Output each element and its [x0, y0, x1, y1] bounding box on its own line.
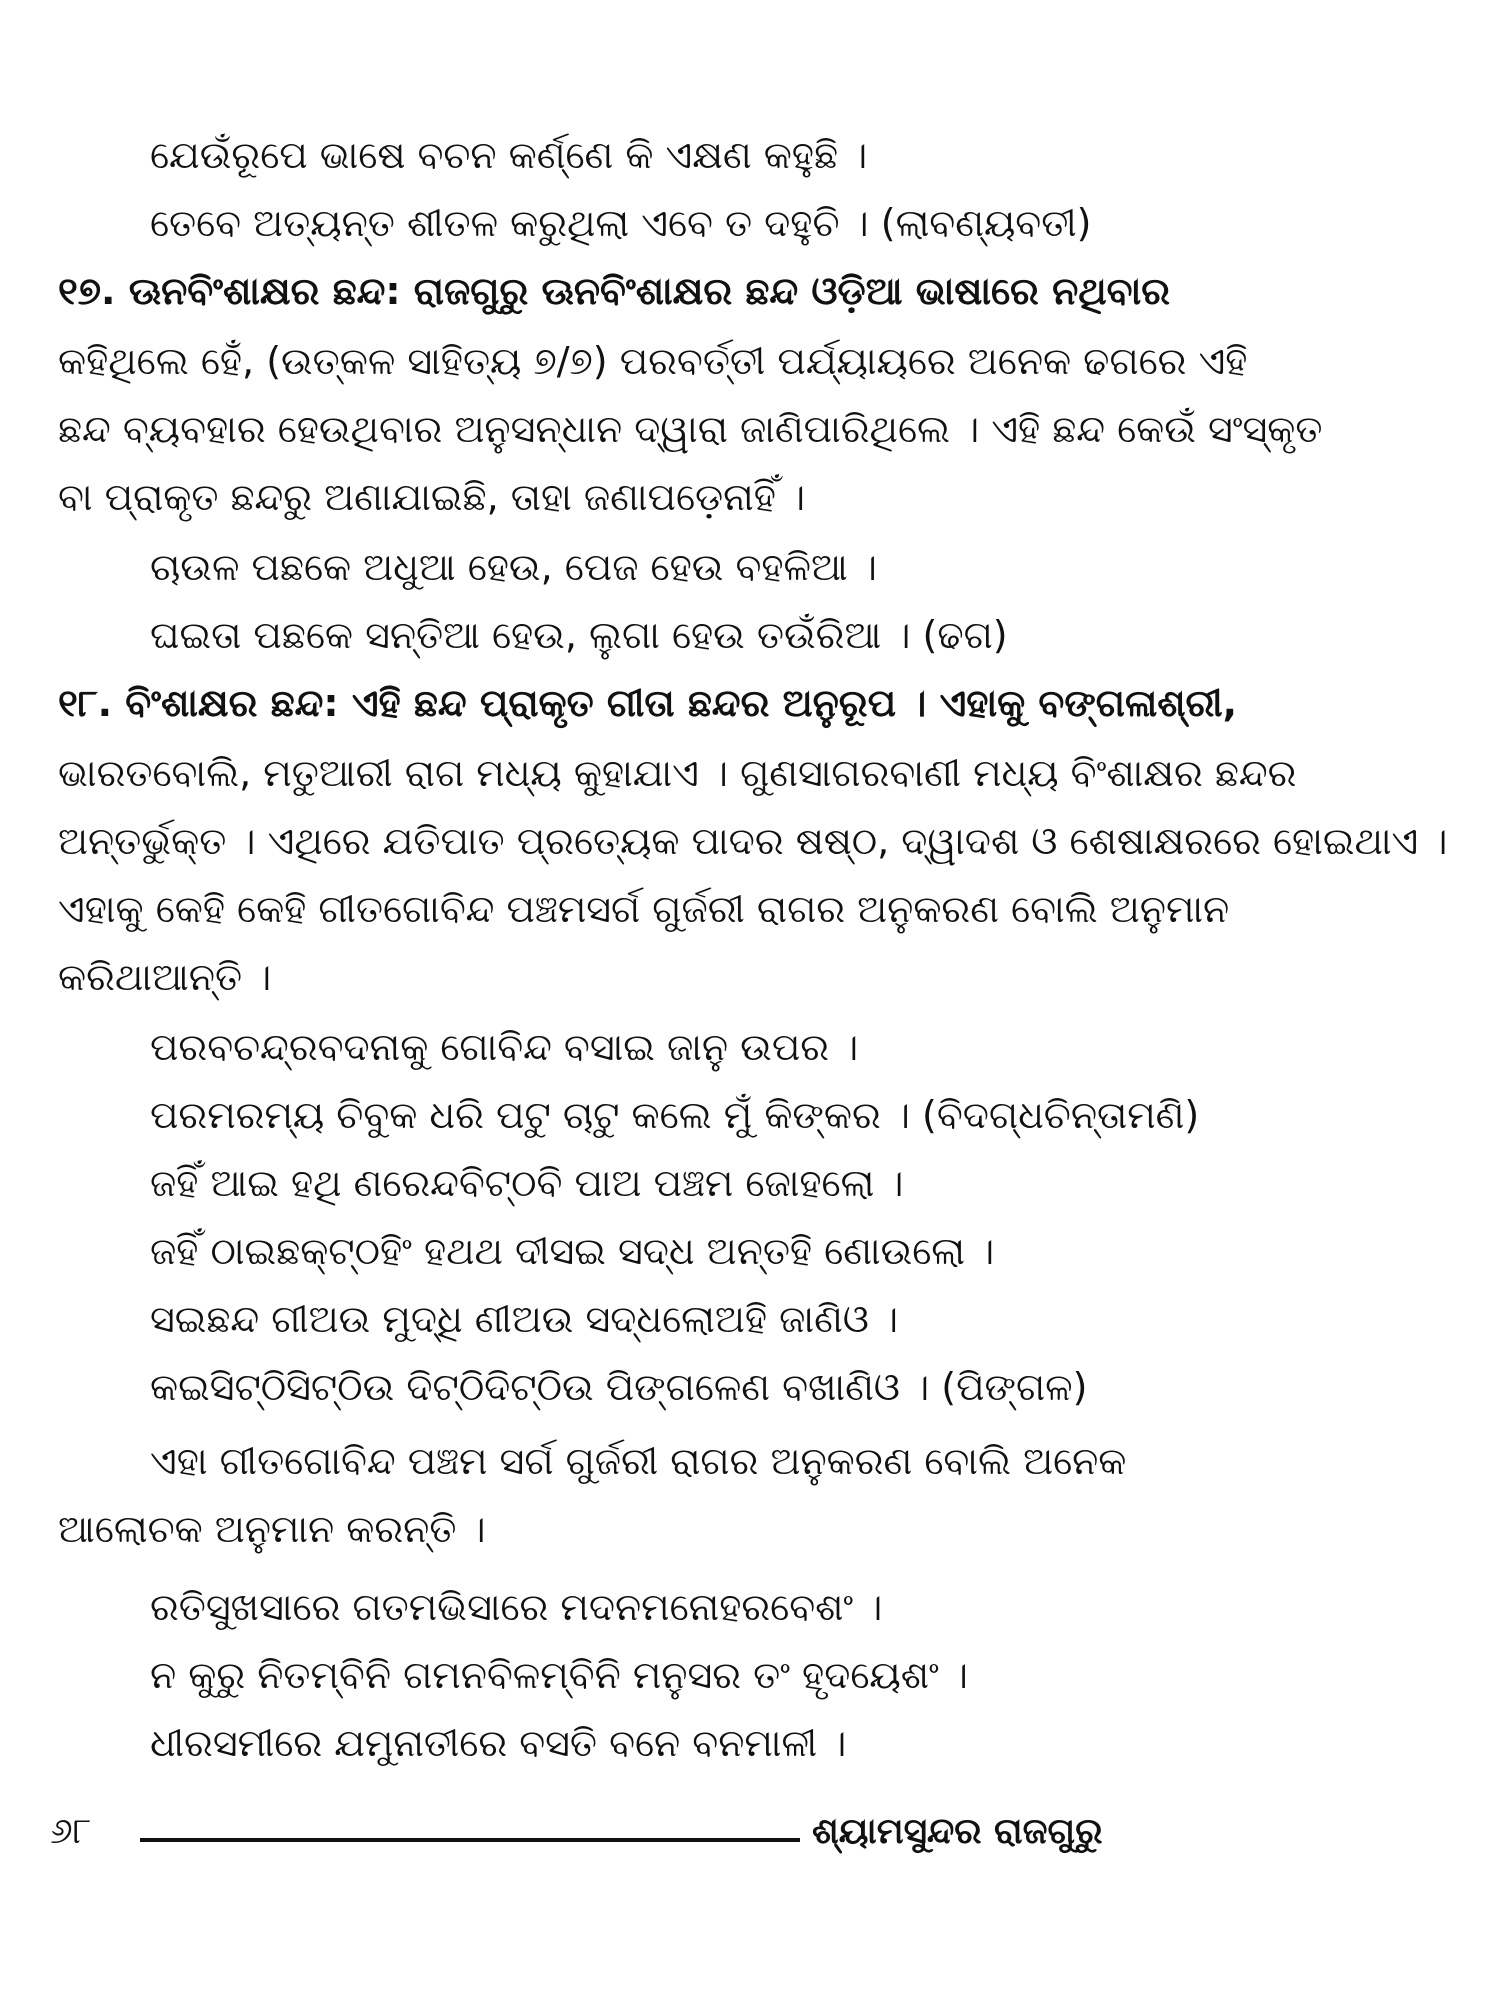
verse-line: ପରବଚନ୍ଦ୍ରବଦନାକୁ ଗୋବିନ୍ଦ ବସାଇ ଜାନୁ ଉପର । [150, 1025, 859, 1069]
paragraph-line: ଭାରତବୋଲି, ମତୁଆରୀ ରାଗ ମଧ୍ୟ କୁହାଯାଏ । ଗୁଣସାଗରବାଣୀ ମଧ୍ୟ ବିଂଶାକ୍ଷର ଛନ୍ଦର [58, 751, 1297, 795]
paragraph-line: କହିଥିଲେ ହେଁ, (ଉତ୍କଳ ସାହିତ୍ୟ ୭/୭) ପରବର୍ତ୍ତୀ ପର୍ଯ୍ୟାୟରେ ଅନେକ ଢଗରେ ଏହି [58, 339, 1248, 383]
verse-line: ଜହିଁ ଠାଇଛକ୍‌ଟ୍‌ଠହିଂ ହଥଥ ଦୀସଇ ସଦ୍ଧ ଅନ୍ତହି ଣୋଉଲୋ । [150, 1229, 995, 1273]
verse-line: ସଇଛନ୍ଦ ଗୀଅଉ ମୁଦ୍ଧି ଣୀଅଉ ସଦ୍ଧଲୋଅହି ଜାଣିଓ । [150, 1297, 899, 1341]
paragraph-line: ଏହାକୁ କେହି କେହି ଗୀତଗୋବିନ୍ଦ ପଞ୍ଚମସର୍ଗ ଗୁର୍ଜରୀ ରାଗର ଅନୁକରଣ ବୋଲି ଅନୁମାନ [58, 887, 1230, 931]
verse-line: ତେବେ ଅତ୍ୟନ୍ତ ଶୀତଳ କରୁଥିଲା ଏବେ ତ ଦହୁଚି । (ଲାବଣ୍ୟବତୀ) [150, 201, 1092, 245]
verse-line: ଯେଉଁରୂପେ ଭାଷେ ବଚନ କର୍ଣ୍ଣେ କି ଏକ୍ଷଣ କହୁଛି । [150, 133, 868, 177]
paragraph-line: ଛନ୍ଦ ବ୍ୟବହାର ହେଉଥିବାର ଅନୁସନ୍ଧାନ ଦ୍ୱାରା ଜାଣିପାରିଥିଲେ । ଏହି ଛନ୍ଦ କେଉଁ ସଂସ୍କୃତ [58, 407, 1323, 451]
footer-divider [140, 1838, 800, 1842]
footer-author: ଶ୍ୟାମସୁନ୍ଦର ରାଜଗୁରୁ [812, 1811, 1103, 1852]
paragraph-line: ଆଲୋଚକ ଅନୁମାନ କରନ୍ତି । [58, 1507, 486, 1551]
page-number: ୬୮ [50, 1811, 92, 1852]
verse-line: ଘଇତା ପଛକେ ସନ୍ତିଆ ହେଉ, ଲୁଗା ହେଉ ତଉଁରିଆ । (ଢଗ) [150, 613, 1008, 657]
paragraph-line: ଏହା ଗୀତଗୋବିନ୍ଦ ପଞ୍ଚମ ସର୍ଗ ଗୁର୍ଜରୀ ରାଗର ଅନୁକରଣ ବୋଲି ଅନେକ [150, 1439, 1127, 1483]
section-heading-18: ୧୮. ବିଂଶାକ୍ଷର ଛନ୍ଦ: ଏହି ଛନ୍ଦ ପ୍ରାକୃତ ଗୀତା ଛନ୍ଦର ଅନୁରୂପ । ଏହାକୁ ବଙ୍ଗଳାଶ୍ରୀ, [58, 681, 1238, 725]
verse-line: କଇସିଟ୍‌ଠିସିଟ୍‌ଠିଉ ଦିଟ୍‌ଠିଦିଟ୍‌ଠିଉ ପିଙ୍ଗଳେଣ ବଖାଣିଓ । (ପିଙ୍ଗଳ) [150, 1365, 1088, 1409]
verse-line: ଧୀରସମୀରେ ଯମୁନାତୀରେ ବସତି ବନେ ବନମାଳୀ । [150, 1721, 847, 1765]
paragraph-line: ଅନ୍ତର୍ଭୁକ୍ତ । ଏଥିରେ ଯତିପାତ ପ୍ରତ୍ୟେକ ପାଦର ଷଷ୍ଠ, ଦ୍ୱାଦଶ ଓ ଶେଷାକ୍ଷରରେ ହୋଇଥାଏ । [58, 819, 1448, 863]
paragraph-line: କରିଥାଆନ୍ତି । [58, 955, 272, 999]
verse-line: ଚାଉଳ ପଛକେ ଅଧୁଆ ହେଉ, ପେଜ ହେଉ ବହଳିଆ । [150, 545, 877, 589]
verse-line: ରତିସୁଖସାରେ ଗତମଭିସାରେ ମଦନମନୋହରବେଶଂ । [150, 1585, 883, 1629]
verse-line: ନ କୁରୁ ନିତମ୍ବିନି ଗମନବିଳମ୍ବିନି ମନୁସର ତଂ ହୃଦୟେଶଂ । [150, 1653, 968, 1697]
verse-line: ଜହିଁ ଆଇ ହଥି ଣରେନ୍ଦବିଟ୍‌ଠବି ପାଅ ପଞ୍ଚମ ଜୋହଲୋ । [150, 1161, 904, 1205]
verse-line: ପରମରମ୍ୟ ଚିବୁକ ଧରି ପଟୁ ଚାଟୁ କଲେ ମୁଁ କିଙ୍କର । (ବିଦଗ୍ଧଚିନ୍ତାମଣି) [150, 1093, 1200, 1137]
paragraph-line: ବା ପ୍ରାକୃତ ଛନ୍ଦରୁ ଅଣାଯାଇଛି, ତାହା ଜଣାପଡ଼େନାହିଁ । [58, 475, 806, 519]
section-heading-17: ୧୭. ଊନବିଂଶାକ୍ଷର ଛନ୍ଦ: ରାଜଗୁରୁ ଊନବିଂଶାକ୍ଷର ଛନ୍ଦ ଓଡ଼ିଆ ଭାଷାରେ ନଥିବାର [58, 269, 1171, 313]
